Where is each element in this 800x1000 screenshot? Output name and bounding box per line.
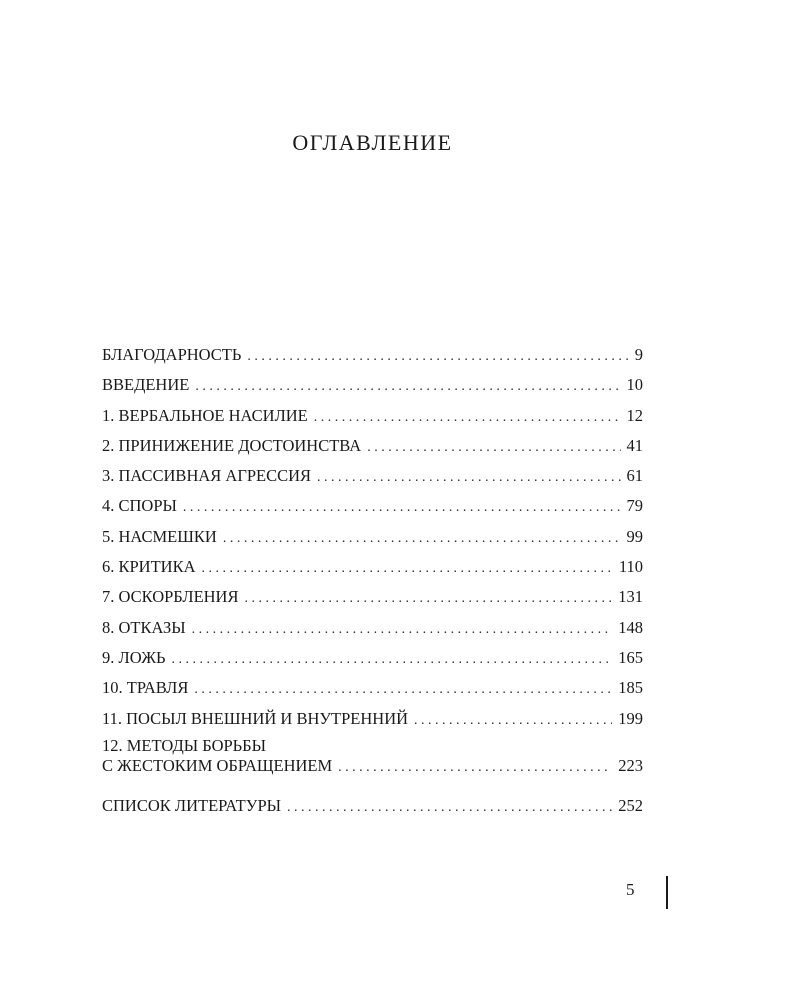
toc-entry-title: 3. ПАССИВНАЯ АГРЕССИЯ [102,466,312,486]
toc-dot-leader [244,584,612,614]
toc-entry [102,401,643,431]
toc-entry-page: 199 [618,708,643,728]
toc-entry [102,582,643,612]
toc-entry [102,704,643,734]
toc-entry-page: 148 [618,617,643,637]
toc-dot-leader [317,463,620,493]
toc-entry-page: 165 [618,647,643,667]
toc-entry-page: 131 [618,587,643,607]
toc-entry [102,340,643,370]
toc-entry-title: 6. КРИТИКА [102,557,196,577]
toc-dot-leader [171,645,612,675]
toc-entry [102,613,643,643]
toc-entry-title: СПИСОК ЛИТЕРАТУРЫ [102,795,282,815]
toc-entry-page: 79 [626,496,643,516]
toc-entry-page: 252 [618,795,643,815]
toc-dot-leader [194,675,612,705]
toc-entry-page: 12 [626,405,643,425]
toc-entry-title: 9. ЛОЖЬ [102,647,166,667]
toc-entry [102,643,643,673]
toc-dot-leader [192,615,613,645]
toc-dot-leader [314,403,621,433]
toc-entry [102,552,643,582]
toc-entry [102,791,643,821]
page-number: 5 [626,880,635,899]
toc-entry-title: 7. ОСКОРБЛЕНИЯ [102,587,239,607]
toc-entry-page: 41 [626,435,643,455]
toc-entry-title: 11. ПОСЫЛ ВНЕШНИЙ И ВНУТРЕННИЙ [102,708,409,728]
toc-entry-page: 61 [626,466,643,486]
toc-entry-title-line1: 12. МЕТОДЫ БОРЬБЫ [102,735,267,755]
toc-entry [102,734,643,786]
toc-entry-title: 2. ПРИНИЖЕНИЕ ДОСТОИНСТВА [102,435,362,455]
toc-entry-title-line2: С ЖЕСТОКИМ ОБРАЩЕНИЕМ [102,755,333,775]
toc-dot-leader [338,758,612,778]
toc-entry [102,461,643,491]
toc-entry [102,491,643,521]
toc-dot-leader [195,372,620,402]
toc-entry-page: 110 [618,557,643,577]
toc-dot-leader [414,706,612,736]
toc-entry-title: ВВЕДЕНИЕ [102,375,190,395]
toc-entry-title: 5. НАСМЕШКИ [102,526,217,546]
toc-entry-page: 99 [626,526,643,546]
toc-entry-page: 9 [634,345,643,364]
toc-entry-title: БЛАГОДАРНОСТЬ [102,345,242,364]
table-of-contents [102,340,643,821]
toc-dot-leader [202,554,613,584]
toc-dot-leader [367,433,620,463]
toc-entry-title: 1. ВЕРБАЛЬНОЕ НАСИЛИЕ [102,405,308,425]
toc-entry-page: 185 [618,678,643,698]
toc-entry [102,522,643,552]
toc-entry-page: 223 [618,755,643,775]
toc-dot-leader [223,524,621,554]
toc-dot-leader [247,342,628,372]
toc-entry [102,370,643,400]
toc-dot-leader [287,793,612,823]
page-number-rule [666,876,668,909]
toc-entry-page: 10 [626,375,643,395]
toc-entry-title: 8. ОТКАЗЫ [102,617,186,637]
toc-dot-leader [183,493,621,523]
page-title: ОГЛАВЛЕНИЕ [292,130,453,155]
toc-entry-title: 4. СПОРЫ [102,496,177,516]
toc-entry [102,431,643,461]
toc-entry [102,673,643,703]
toc-entry-title: 10. ТРАВЛЯ [102,678,189,698]
